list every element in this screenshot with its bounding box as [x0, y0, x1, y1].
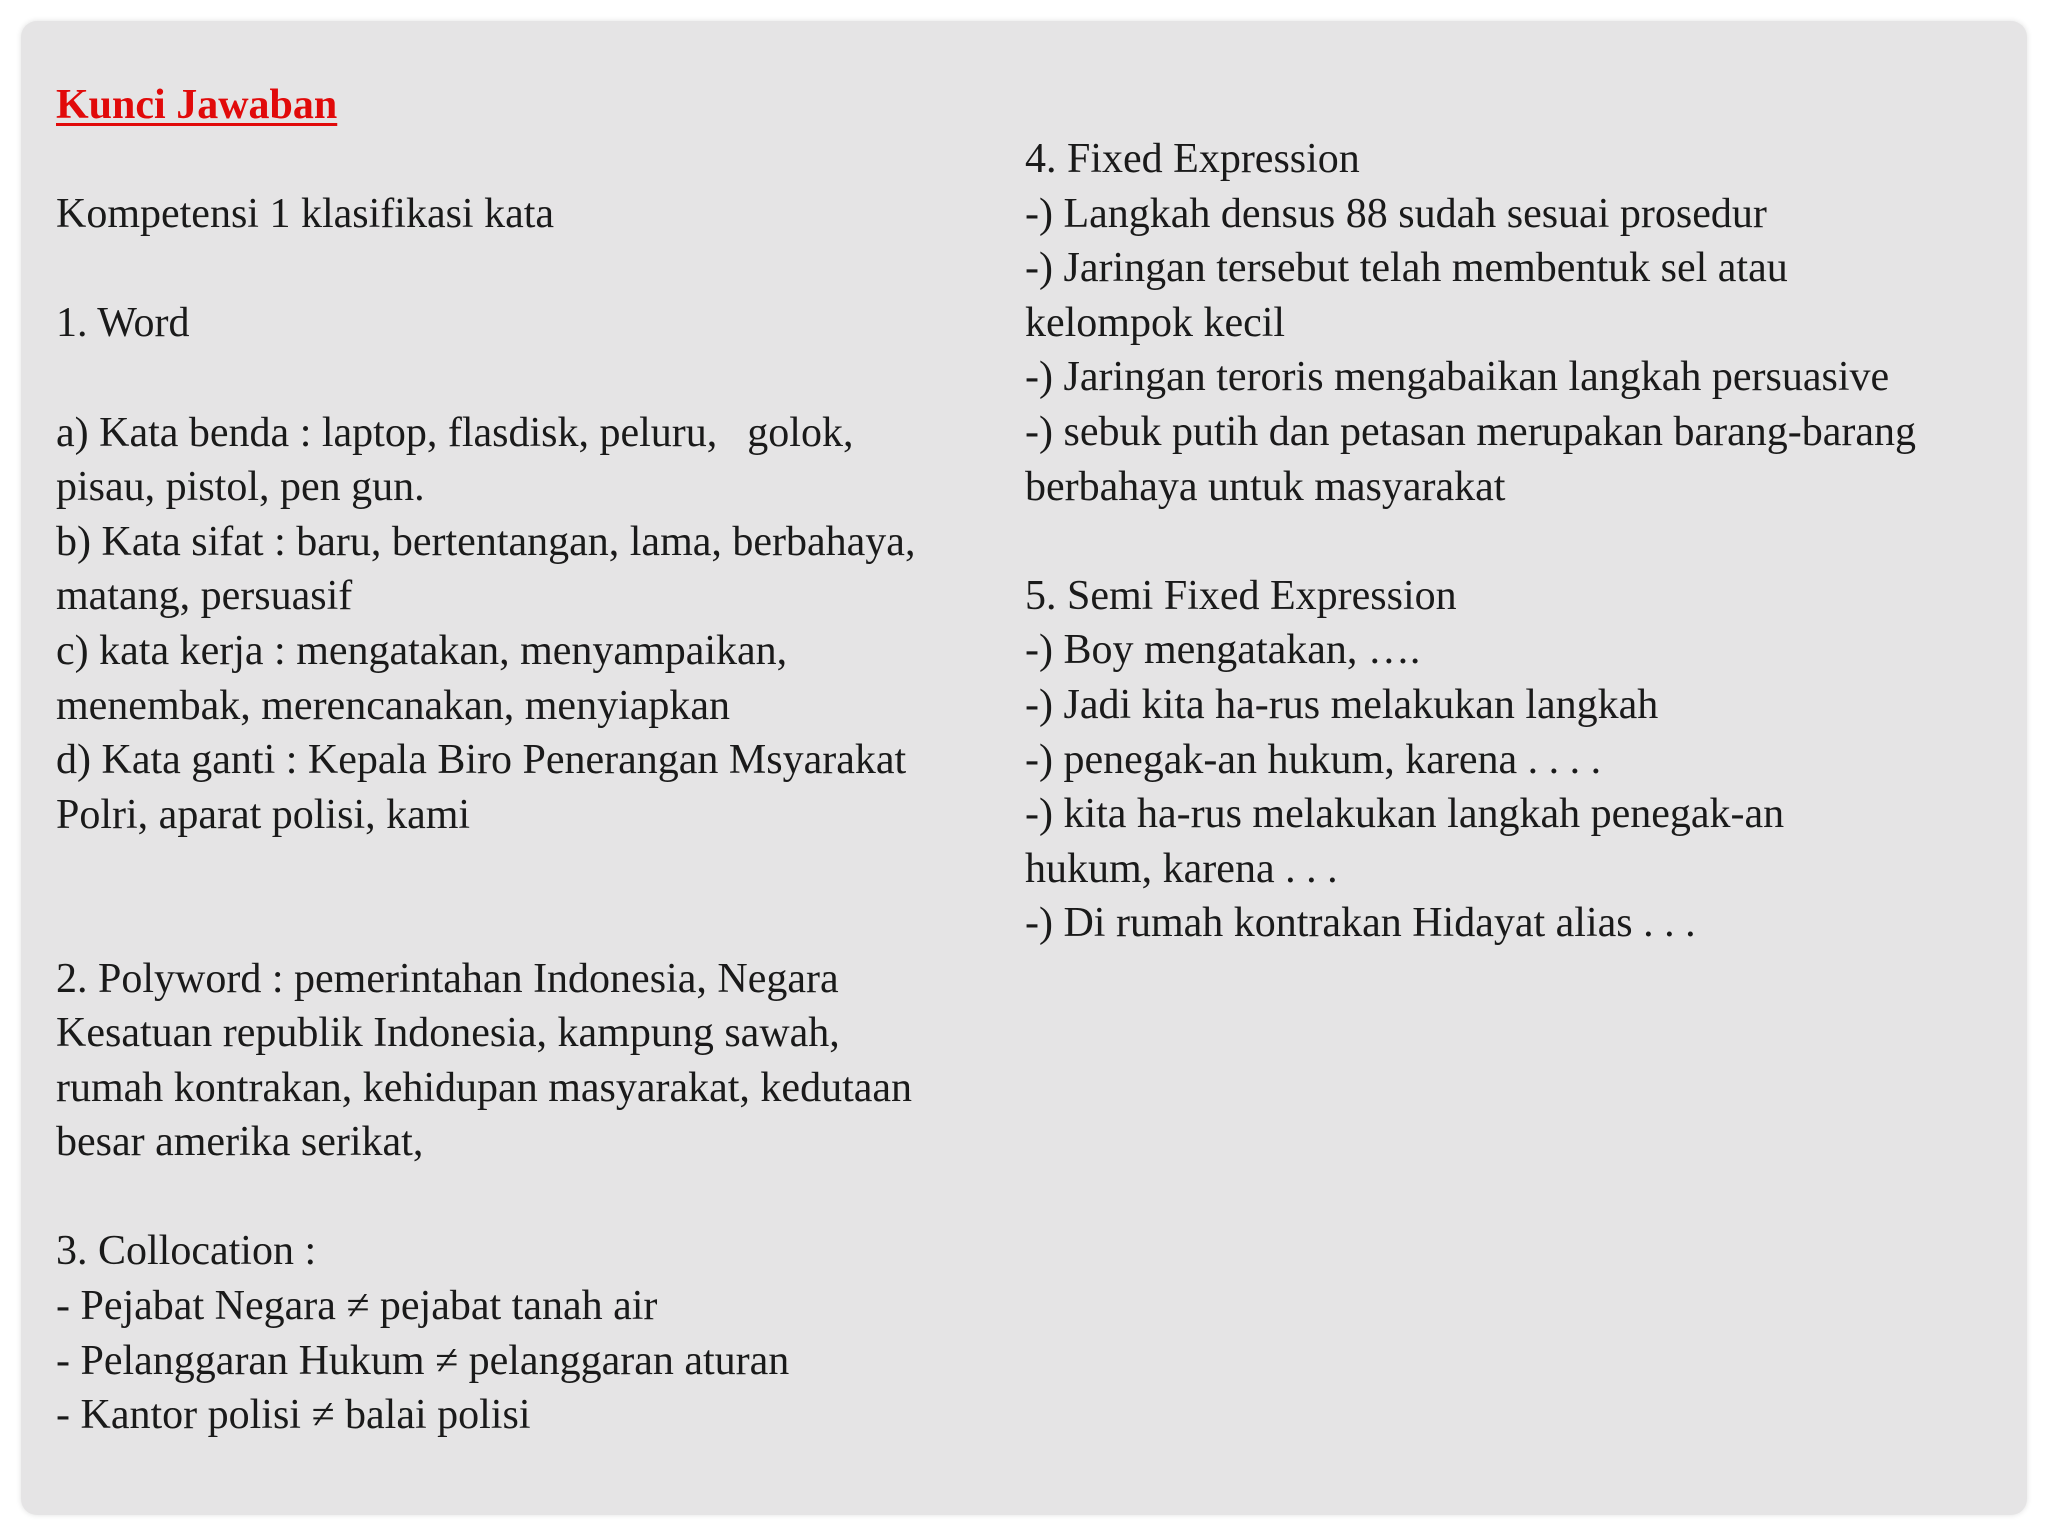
fixed-expression-line: berbahaya untuk masyarakat [1025, 463, 1506, 510]
spacer [56, 842, 1016, 897]
verb-line-continued: menembak, merencanakan, menyiapkan [56, 682, 731, 729]
fixed-expression-line: -) Jaringan teroris mengabaikan langkah persuasive [1025, 354, 1890, 401]
semi-fixed-expression-line: hukum, karena . . . [1025, 845, 1338, 892]
spacer [56, 1170, 1016, 1225]
noun-line [56, 406, 1016, 461]
polyword-line: besar amerika serikat, [56, 1119, 424, 1166]
collocation-item: - Pejabat Negara ≠ pejabat tanah air [56, 1283, 658, 1330]
spacer [1025, 514, 2020, 569]
pronoun-line-continued: Polri, aparat polisi, kami [56, 791, 471, 838]
answer-key-heading: Kunci Jawaban [56, 82, 338, 128]
competency-title: Kompetensi 1 klasifikasi kata [56, 191, 555, 238]
collocation-item: - Pelanggaran Hukum ≠ pelanggaran aturan [56, 1337, 790, 1384]
adjective-line: b) Kata sifat : baru, bertentangan, lama, berbahaya, [56, 518, 916, 565]
left-column [56, 78, 1016, 1443]
semi-fixed-expression-line: -) Jadi kita ha-rus melakukan langkah [1025, 681, 1659, 728]
spacer [56, 351, 1016, 406]
verb-line: c) kata kerja : mengatakan, menyampaikan, [56, 627, 788, 674]
spacer [56, 242, 1016, 297]
right-column [1025, 132, 2020, 951]
slide [21, 21, 2027, 1515]
semi-fixed-expression-line: -) penegak-an hukum, karena . . . . [1025, 736, 1602, 783]
semi-fixed-expression-line: -) Boy mengatakan, …. [1025, 627, 1421, 674]
pronoun-line: d) Kata ganti : Kepala Biro Penerangan Msyarakat [56, 737, 907, 784]
adjective-line-continued: matang, persuasif [56, 573, 353, 620]
collocation-item: - Kantor polisi ≠ balai polisi [56, 1392, 531, 1439]
noun-line-continued: pisau, pistol, pen gun. [56, 464, 425, 511]
semi-fixed-expression-title: 5. Semi Fixed Expression [1025, 572, 1457, 619]
semi-fixed-expression-line: -) Di rumah kontrakan Hidayat alias . . . [1025, 900, 1696, 947]
fixed-expression-line: kelompok kecil [1025, 299, 1286, 346]
spacer [56, 897, 1016, 952]
fixed-expression-line: -) Jaringan tersebut telah membentuk sel atau [1025, 245, 1788, 292]
fixed-expression-line: -) Langkah densus 88 sudah sesuai prosedur [1025, 190, 1767, 237]
spacer [56, 133, 1016, 188]
fixed-expression-title: 4. Fixed Expression [1025, 136, 1360, 182]
word-section-title: 1. Word [56, 300, 190, 347]
polyword-line: rumah kontrakan, kehidupan masyarakat, kedutaan [56, 1064, 913, 1111]
fixed-expression-line: -) sebuk putih dan petasan merupakan barang-barang [1025, 408, 1916, 455]
semi-fixed-expression-line: -) kita ha-rus melakukan langkah penegak-an [1025, 791, 1785, 838]
polyword-line: 2. Polyword : pemerintahan Indonesia, Negara [56, 955, 839, 1002]
noun-text: a) Kata benda : laptop, flasdisk, peluru, [56, 409, 718, 456]
noun-text-end: golok, [747, 409, 854, 456]
collocation-title: 3. Collocation : [56, 1228, 317, 1275]
polyword-line: Kesatuan republik Indonesia, kampung sawah, [56, 1010, 840, 1057]
